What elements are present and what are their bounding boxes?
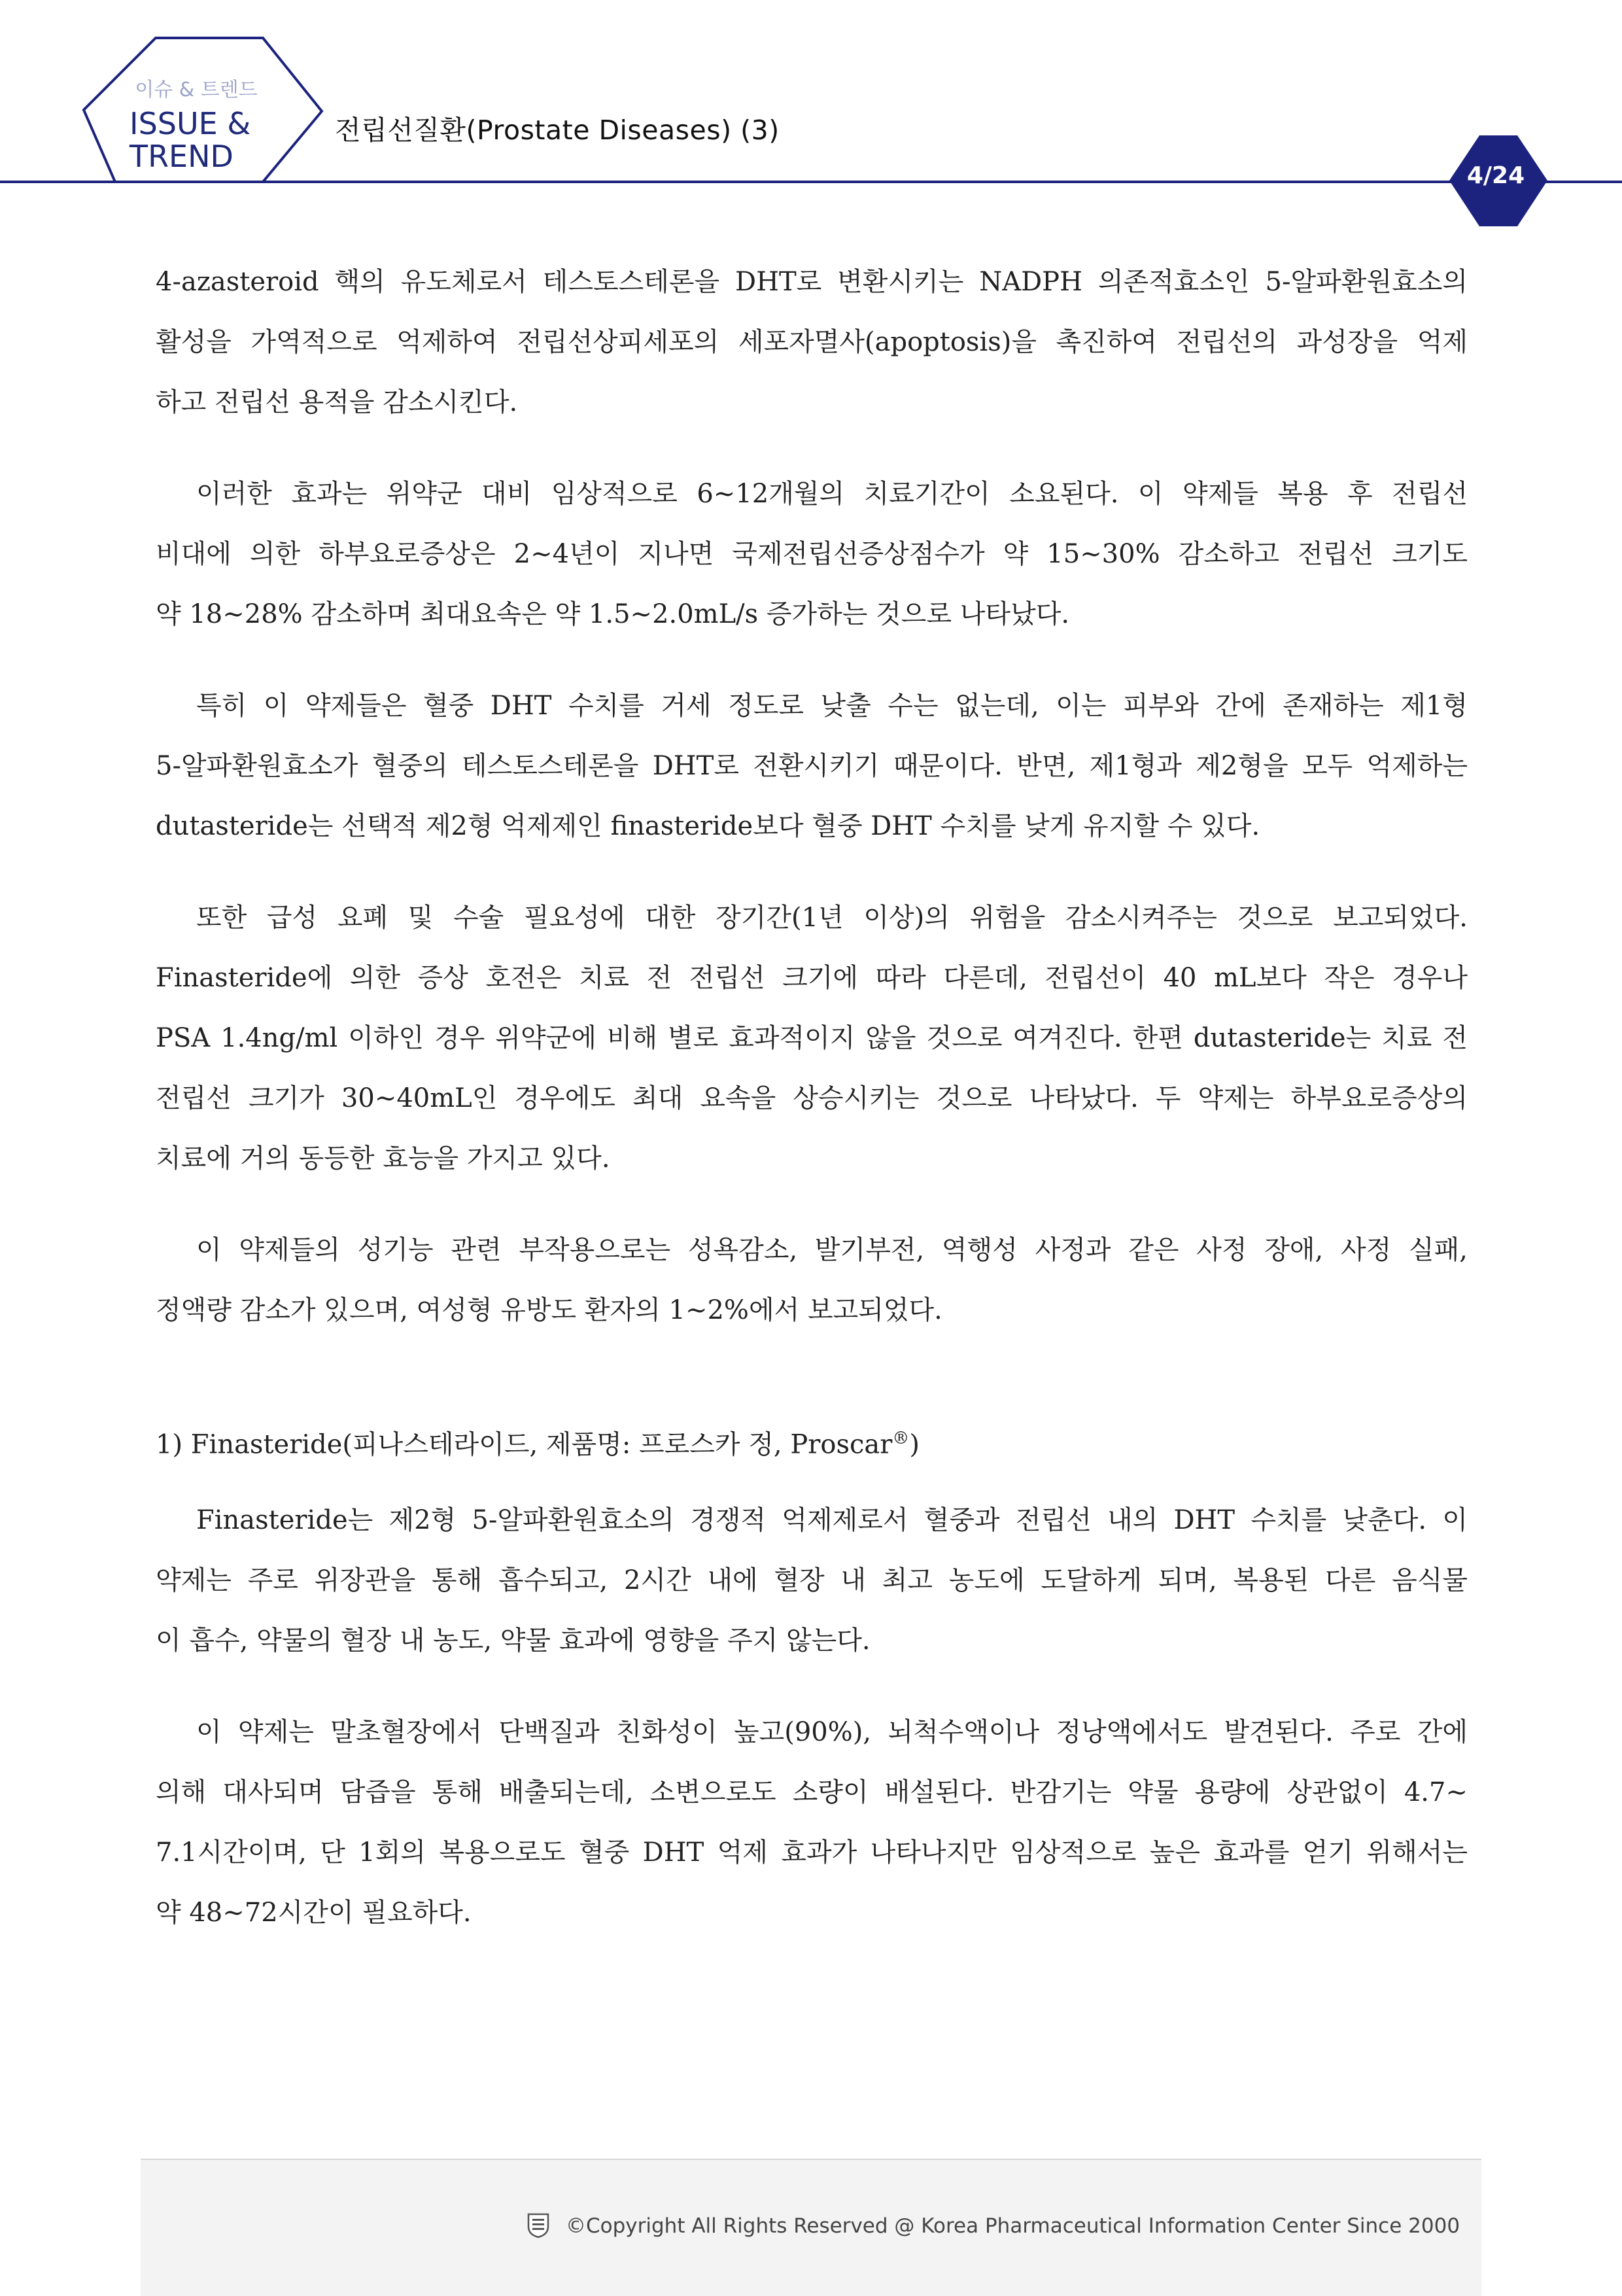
paragraph-line: 이 약제들의 성기능 관련 부작용으로는 성욕감소, 발기부전, 역행성 사정과 같은 사정 장애, 사정 실패, <box>196 1235 1468 1265</box>
paragraph-4 <box>156 888 1468 1189</box>
paragraph-line: 약 48∼72시간이 필요하다. <box>156 1898 472 1928</box>
page-number: 4/24 <box>1466 162 1525 189</box>
paragraph-line: 활성을 가역적으로 억제하여 전립선상피세포의 세포자멸사(apoptosis)을 촉진하여 전립선의 과성장을 억제 <box>156 327 1468 357</box>
paragraph-line: 정액량 감소가 있으며, 여성형 유방도 환자의 1∼2%에서 보고되었다. <box>156 1295 942 1325</box>
section-heading-close: ) <box>909 1429 920 1460</box>
logo-line-1: ISSUE & <box>129 106 251 141</box>
section-heading-text: 1) Finasteride(피나스테라이드, 제품명: 프로스카 정, Proscar <box>156 1429 893 1460</box>
paragraph-line: dutasteride는 선택적 제2형 억제제인 finasteride보다 혈중 DHT 수치를 낮게 유지할 수 있다. <box>156 811 1260 841</box>
paragraph-line: 또한 급성 요폐 및 수술 필요성에 대한 장기간(1년 이상)의 위험을 감소시켜주는 것으로 보고되었다. <box>196 903 1468 933</box>
paragraph-line: 치료에 거의 동등한 효능을 가지고 있다. <box>156 1143 610 1174</box>
paragraph-line: 전립선 크기가 30∼40mL인 경우에도 최대 요속을 상승시키는 것으로 나타났다. 두 약제는 하부요로증상의 <box>156 1083 1468 1113</box>
paragraph-line: 약 18∼28% 감소하며 최대요속은 약 1.5∼2.0mL/s 증가하는 것으로 나타났다. <box>156 599 1070 629</box>
logo-text <box>129 107 250 173</box>
paragraph-line: 이러한 효과는 위약군 대비 임상적으로 6∼12개월의 치료기간이 소요된다. 이 약제들 복용 후 전립선 <box>196 479 1468 509</box>
paragraph-line: 의해 대사되며 담즙을 통해 배출되는데, 소변으로도 소량이 배설된다. 반감기는 약물 용량에 상관없이 4.7∼ <box>156 1777 1468 1808</box>
paragraph-line: 7.1시간이며, 단 1회의 복용으로도 혈중 DHT 억제 효과가 나타나지만 임상적으로 높은 효과를 얻기 위해서는 <box>156 1837 1468 1868</box>
paragraph-line: 이 약제는 말초혈장에서 단백질과 친화성이 높고(90%), 뇌척수액이나 정낭액에서도 발견된다. 주로 간에 <box>196 1717 1468 1748</box>
paragraph-line: 4-azasteroid 핵의 유도체로서 테스토스테론을 DHT로 변환시키는 NADPH 의존적효소인 5-알파환원효소의 <box>156 267 1468 297</box>
copyright-text: ©Copyright All Rights Reserved @ Korea Pharmaceutical Information Center Since 2000 <box>566 2214 1460 2238</box>
paragraph-line: 비대에 의한 하부요로증상은 2∼4년이 지나면 국제전립선증상점수가 약 15∼30% 감소하고 전립선 크기도 <box>156 539 1468 569</box>
logo-subtitle: 이슈 & 트렌드 <box>135 78 258 101</box>
paragraph-line: 5-알파환원효소가 혈중의 테스토스테론을 DHT로 전환시키기 때문이다. 반면, 제1형과 제2형을 모두 억제하는 <box>156 751 1468 781</box>
paragraph-1 <box>156 252 1468 432</box>
paragraph-line: 하고 전립선 용적을 감소시킨다. <box>156 387 518 417</box>
emblem-icon <box>526 2212 550 2238</box>
section-paragraph-1 <box>156 1490 1468 1671</box>
paragraph-line: 특히 이 약제들은 혈중 DHT 수치를 거세 정도로 낮출 수는 없는데, 이는 피부와 간에 존재하는 제1형 <box>196 691 1468 721</box>
paragraph-line: PSA 1.4ng/ml 이하인 경우 위약군에 비해 별로 효과적이지 않을 것으로 여겨진다. 한편 dutasteride는 치료 전 <box>156 1023 1468 1053</box>
registered-mark: ® <box>892 1429 910 1448</box>
paragraph-2 <box>156 464 1468 644</box>
footer <box>141 2159 1481 2296</box>
section-paragraph-2 <box>156 1702 1468 1943</box>
paragraph-line: 약제는 주로 위장관을 통해 흡수되고, 2시간 내에 혈장 내 최고 농도에 도달하게 되며, 복용된 다른 음식물 <box>156 1565 1468 1596</box>
logo-line-2: TREND <box>129 139 233 174</box>
paragraph-line: Finasteride에 의한 증상 호전은 치료 전 전립선 크기에 따라 다른데, 전립선이 40 mL보다 작은 경우나 <box>156 963 1468 993</box>
paragraph-line: Finasteride는 제2형 5-알파환원효소의 경쟁적 억제제로서 혈중과 전립선 내의 DHT 수치를 낮춘다. 이 <box>196 1505 1468 1536</box>
paragraph-line: 이 흡수, 약물의 혈장 내 농도, 약물 효과에 영향을 주지 않는다. <box>156 1626 871 1656</box>
document-title: 전립선질환(Prostate Diseases) (3) <box>335 114 780 146</box>
paragraph-5 <box>156 1220 1468 1340</box>
section-heading <box>156 1408 1468 1474</box>
paragraph-3 <box>156 676 1468 856</box>
main-content <box>156 252 1468 1943</box>
